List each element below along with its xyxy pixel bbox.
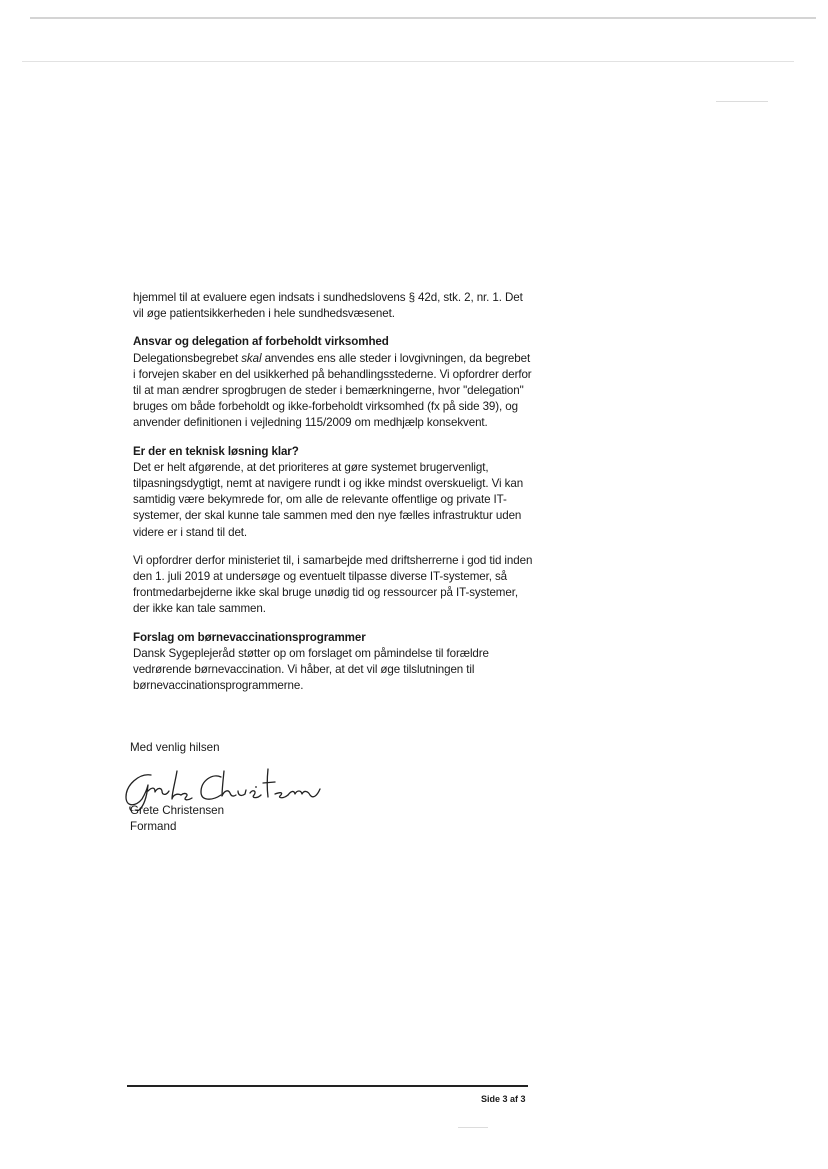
signatory-title: Formand [130,820,177,833]
scan-edge-top [30,17,816,19]
section-ministry-request [133,553,533,618]
signatory-name: Grete Christensen [130,804,225,817]
section-technical-solution [133,444,533,541]
section-heading: Ansvar og delegation af forbeholdt virksomhed [133,335,389,349]
section-delegation [133,334,533,431]
section-body: Dansk Sygeplejeråd støtter op om forslaget om påmindelse til forældre vedrørende børnevaccination. Vi håber, at det vil øge tilslutningen til børnevaccinationsprogrammerne. [133,646,489,693]
section-body: Vi opfordrer derfor ministeriet til, i samarbejde med driftsherrerne i god tid inden den 1. juli 2019 at undersøge og eventuelt tilpasse diverse IT-systemer, så frontmedarbejderne ikke skal bruge unødig tid og ressourcer på IT-systemer, der ikke kan tale sammen. [133,553,533,616]
section-body-emphasis: skal [241,351,262,365]
signatory-block [130,803,224,835]
footer-divider [127,1085,528,1087]
section-heading: Er der en teknisk løsning klar? [133,444,299,458]
section-child-vaccination [133,630,533,695]
section-body: Delegationsbegrebet [133,351,242,365]
page-number: Side 3 af 3 [481,1094,526,1104]
closing-greeting: Med venlig hilsen [130,741,220,754]
scan-speck [458,1127,488,1128]
section-body: Det er helt afgørende, at det prioriteres at gøre systemet brugervenligt, tilpasningsdygtigt, nemt at navigere rundt i og ikke mindst overskueligt. Vi kan samtidig være bekymrede for, om alle de relevante offentlige og private IT-systemer, der skal kunne tale sammen med den nye fælles infrastruktur uden videre er i stand til det. [133,460,524,539]
section-body: anvendes ens alle steder i lovgivningen, da begrebet i forvejen skaber en del usikkerhed på behandlingsstederne. Vi opfordrer derfor til at man ændrer sprogbrugen de steder i bemærkningerne, hvor "delegation" bruges om både forbeholdt og ikke-forbeholdt virksomhed (fx på side 39), og anvender definitionen i vejledning 115/2009 om medhjælp konsekvent. [133,351,532,430]
scan-edge-line [22,61,794,62]
opening-paragraph: hjemmel til at evaluere egen indsats i sundhedslovens § 42d, stk. 2, nr. 1. Det vil øge patientsikkerheden i hele sundhedsvæsenet. [133,291,523,321]
scan-speck [716,101,768,102]
section-heading: Forslag om børnevaccinationsprogrammer [133,630,366,644]
letter-body [133,290,533,706]
